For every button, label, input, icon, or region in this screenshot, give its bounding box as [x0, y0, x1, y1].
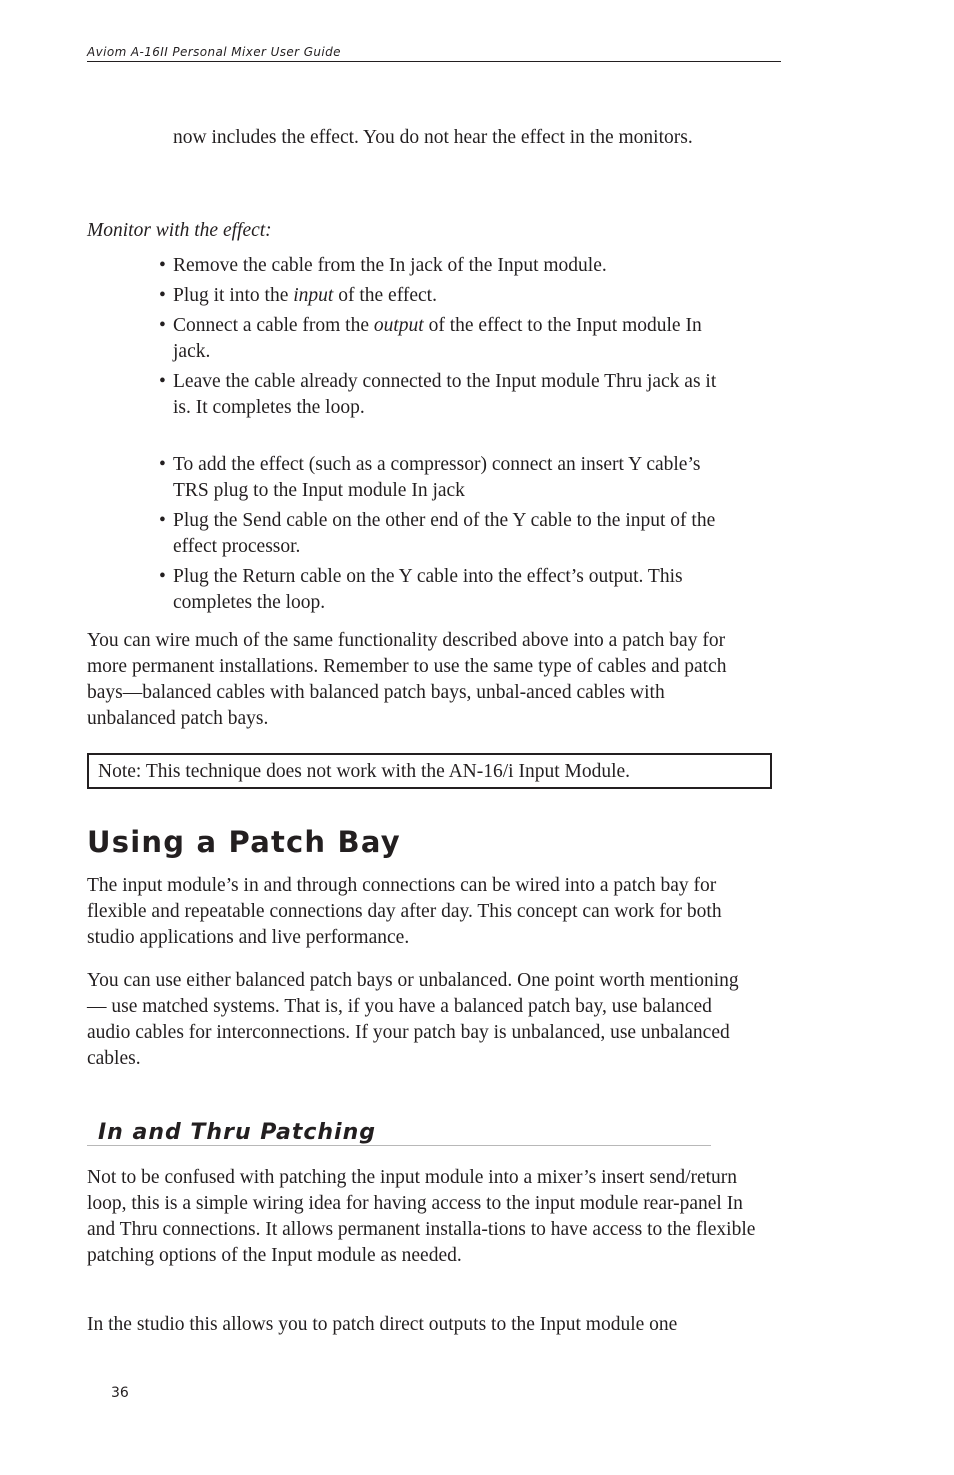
bullet-glyph: •	[159, 454, 166, 475]
subsection-paragraph: In the studio this allows you to patch direct outputs to the Input module one	[87, 1314, 678, 1335]
list-item-text: Plug it into the	[173, 285, 294, 306]
running-header	[87, 44, 781, 62]
list-item-emphasis: input	[293, 285, 334, 306]
running-header-title: Aviom A-16II Personal Mixer User Guide	[87, 45, 341, 59]
bullet-glyph: •	[159, 255, 166, 276]
monitor-steps-list	[159, 253, 729, 425]
bullet-glyph: •	[159, 315, 166, 336]
page-number: 36	[111, 1385, 129, 1401]
list-item-text: of the effect to the Input module In jack.	[173, 315, 702, 362]
list-item	[159, 508, 729, 560]
section-paragraph: The input module’s in and through connections can be wired into a patch bay for flexible and repeatable connections day after day. This concept can work for both studio applications and live performance.	[87, 875, 722, 948]
list-item-text: of the effect.	[333, 285, 437, 306]
list-item	[159, 253, 729, 279]
note-box	[87, 753, 772, 789]
section-paragraph: You can use either balanced patch bays or unbalanced. One point worth mentioning— use matched systems. That is, if you have a balanced patch bay, use balanced audio cables for interconnections. If your patch bay is unbalanced, use unbalanced cables.	[87, 970, 739, 1069]
list-item-text: To add the effect (such as a compressor) connect an insert Y cable’s TRS plug to the Input module In jack	[173, 454, 701, 501]
list-item	[159, 452, 729, 504]
bullet-glyph: •	[159, 510, 166, 531]
list-item-text: Remove the cable from the In jack of the Input module.	[173, 255, 607, 276]
subsection-paragraph: Not to be confused with patching the input module into a mixer’s insert send/return loop, this is a simple wiring idea for having access to the input module rear-panel In and Thru connections. It allows permanent installa-tions to have access to the flexible patching options of the Input module as needed.	[87, 1167, 756, 1266]
list-item-text: Connect a cable from the	[173, 315, 374, 336]
list-item-text: Leave the cable already connected to the Input module Thru jack as it is. It completes the loop.	[173, 371, 717, 418]
list-item-text: Plug the Send cable on the other end of the Y cable to the input of the effect processor.	[173, 510, 716, 557]
continuation-paragraph: now includes the effect. You do not hear the effect in the monitors.	[173, 127, 693, 148]
subsection-heading: In and Thru Patching	[87, 1118, 711, 1146]
insert-steps-list	[159, 452, 729, 620]
bullet-glyph: •	[159, 285, 166, 306]
note-text: Note: This technique does not work with the AN-16/i Input Module.	[98, 761, 631, 782]
monitor-subheading: Monitor with the effect:	[87, 220, 272, 241]
list-item	[159, 369, 729, 421]
list-item-emphasis: output	[373, 315, 424, 336]
list-item	[159, 313, 729, 365]
bullet-glyph: •	[159, 371, 166, 392]
section-heading: Using a Patch Bay	[87, 825, 401, 859]
list-item-text: Plug the Return cable on the Y cable into the effect’s output. This completes the loop.	[173, 566, 683, 613]
patchbay-wiring-paragraph: You can wire much of the same functionality described above into a patch bay for more permanent installations. Remember to use the same type of cables and patch bays—balanced cables with balanced patch bays, unbal-anced cables with unbalanced patch bays.	[87, 630, 727, 729]
list-item	[159, 283, 729, 309]
list-item	[159, 564, 729, 616]
bullet-glyph: •	[159, 566, 166, 587]
